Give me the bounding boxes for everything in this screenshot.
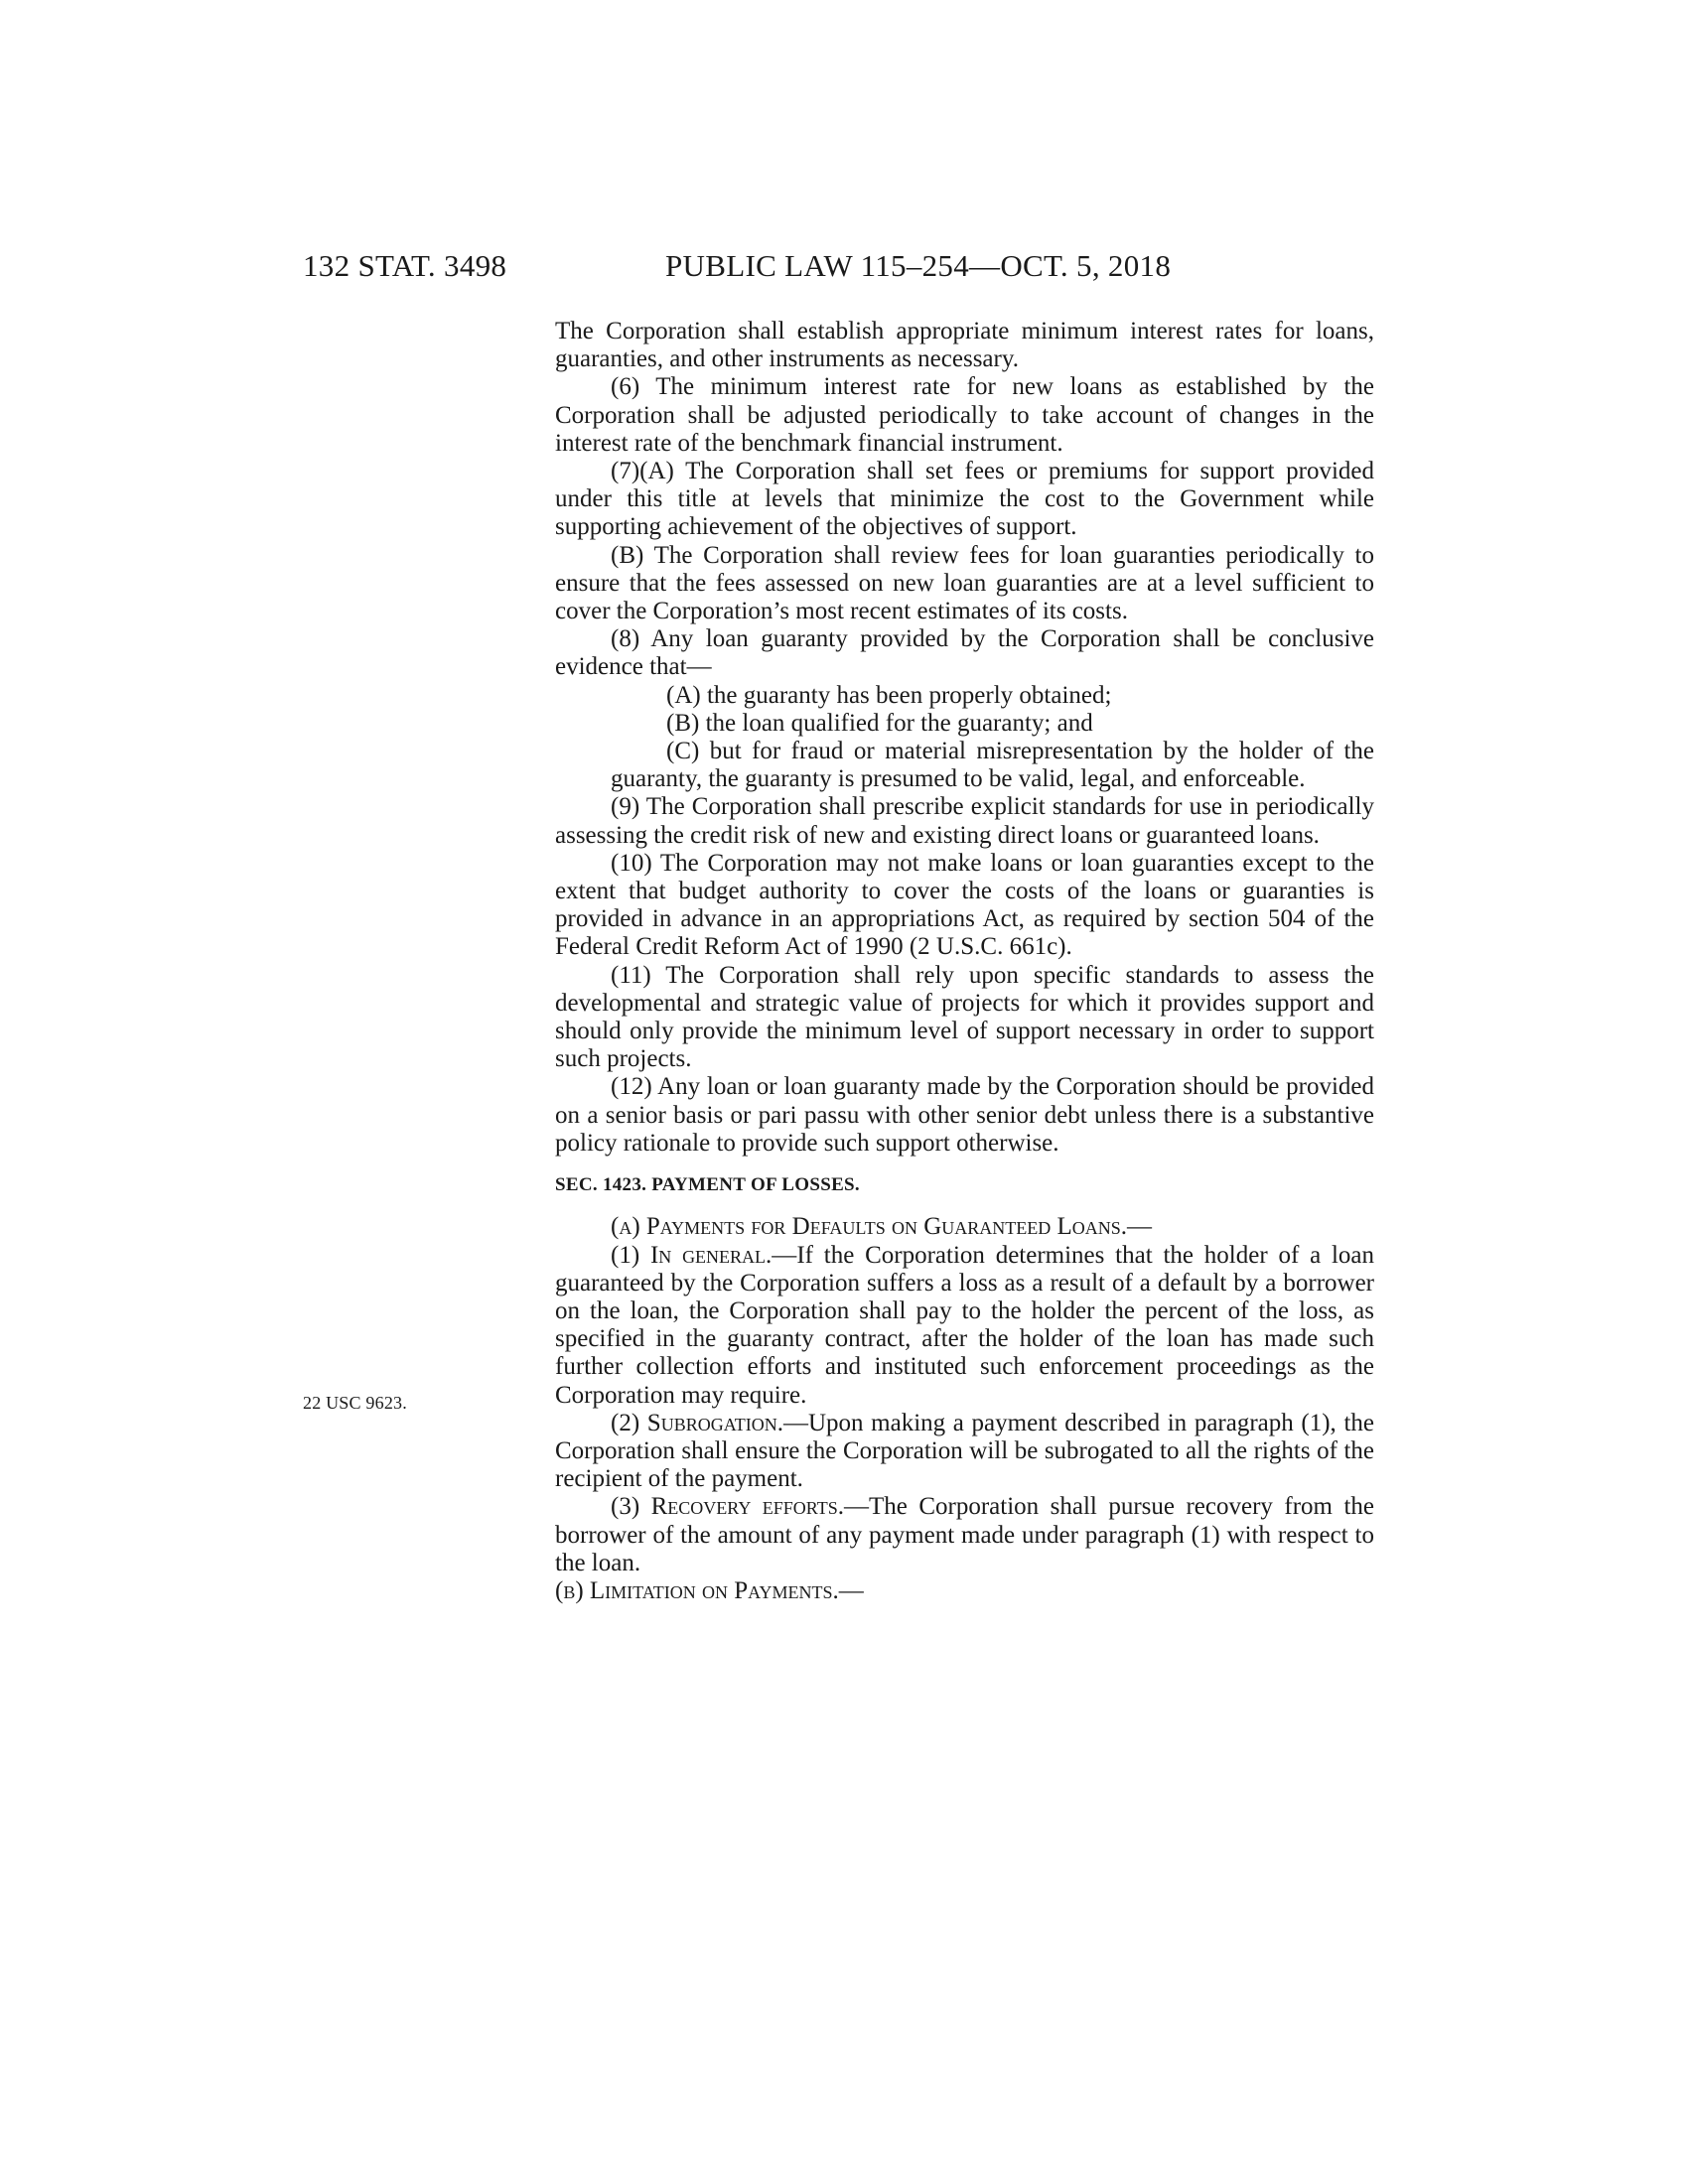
paragraph-a2-text: Upon making a payment described in paragraph (1), the Corporation shall ensure the Corporation will be subrogated to all the rights of the recipient of the payment. xyxy=(555,1409,1375,1493)
paragraph-a1 xyxy=(555,1242,1374,1410)
paragraph-a3-text: The Corporation shall pursue recovery from the borrower of the amount of any payment made under paragraph (1) with respect to the loan. xyxy=(555,1493,1375,1576)
subsection-a-heading-text: (a) Payments for Defaults on Guaranteed Loans.— xyxy=(611,1213,1153,1241)
stat-page-number: 132 STAT. 3498 xyxy=(303,248,507,283)
paragraph-10: (10) The Corporation may not make loans or loan guaranties except to the extent that budget authority to cover the costs of the loans or guaranties is provided in advance in an appropriations Act, as required by section 504 of the Federal Credit Reform Act of 1990 (2 U.S.C. 661c). xyxy=(555,849,1374,961)
paragraph-a2-label: (2) Subrogation.— xyxy=(611,1409,808,1436)
paragraph-6: (6) The minimum interest rate for new loans as established by the Corporation shall be adjusted periodically to take account of changes in the interest rate of the benchmark financial instrument. xyxy=(555,373,1374,457)
paragraph-8a: (A) the guaranty has been properly obtained; xyxy=(666,681,1112,709)
paragraph-a3 xyxy=(555,1493,1374,1577)
paragraph-a3-label: (3) Recovery efforts.— xyxy=(611,1493,869,1521)
paragraph-8c: (C) but for fraud or material misrepresentation by the holder of the guaranty, the guaranty is presumed to be valid, legal, and enforceable. xyxy=(611,738,1374,793)
subsection-b-heading xyxy=(555,1577,1374,1605)
public-law-title: PUBLIC LAW 115–254—OCT. 5, 2018 xyxy=(665,248,1172,283)
paragraph-a2 xyxy=(555,1410,1374,1494)
section-heading: SEC. 1423. PAYMENT OF LOSSES. xyxy=(555,1174,860,1196)
paragraph-7a: (7)(A) The Corporation shall set fees or premiums for support provided under this title at levels that minimize the cost to the Government while supporting achievement of the objectives of support. xyxy=(555,458,1374,541)
paragraph-11: (11) The Corporation shall rely upon specific standards to assess the developmental and strategic value of projects for which it provides support and should only provide the minimum level of support necessary in order to support such projects. xyxy=(555,961,1374,1073)
paragraph-12: (12) Any loan or loan guaranty made by the Corporation should be provided on a senior basis or pari passu with other senior debt unless there is a substantive policy rationale to provide such support otherwise. xyxy=(555,1073,1374,1157)
paragraph-8b: (B) the loan qualified for the guaranty; and xyxy=(666,709,1093,737)
paragraph-a1-label: (1) In general.— xyxy=(611,1241,797,1269)
page-header xyxy=(0,248,1688,288)
paragraph-8: (8) Any loan guaranty provided by the Corporation shall be conclusive evidence that— xyxy=(555,625,1374,681)
subsection-b-heading-text: (b) Limitation on Payments.— xyxy=(555,1576,864,1604)
paragraph-continuation: The Corporation shall establish appropriate minimum interest rates for loans, guaranties, and other instruments as necessary. xyxy=(555,318,1374,373)
document-body xyxy=(555,318,1374,1605)
paragraph-9: (9) The Corporation shall prescribe explicit standards for use in periodically assessing the credit risk of new and existing direct loans or guaranteed loans. xyxy=(555,793,1374,849)
paragraph-7b: (B) The Corporation shall review fees for loan guaranties periodically to ensure that the fees assessed on new loan guaranties are at a level sufficient to cover the Corporation’s most recent estimates of its costs. xyxy=(555,541,1374,625)
paragraph-a1-text: If the Corporation determines that the holder of a loan guaranteed by the Corporation suffers a loss as a result of a default by a borrower on the loan, the Corporation shall pay to the holder the percent of the loss, as specified in the guaranty contract, after the holder of the loan has made such further collection efforts and instituted such enforcement proceedings as the Corporation may require. xyxy=(555,1241,1375,1409)
subsection-a-heading xyxy=(555,1213,1374,1241)
usc-margin-note: 22 USC 9623. xyxy=(303,1393,407,1413)
